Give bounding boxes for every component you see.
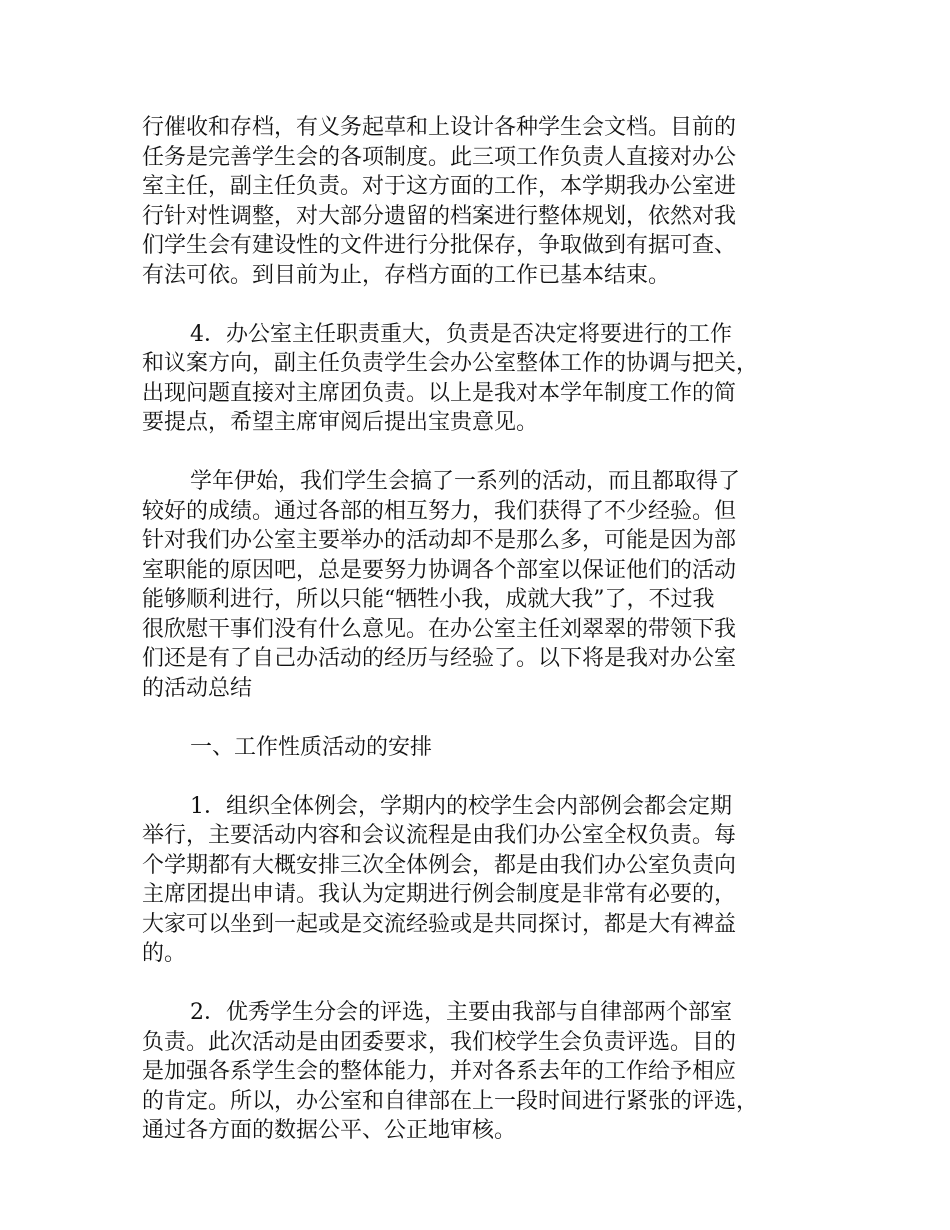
paragraph-item-2 — [142, 998, 832, 1146]
text-line: 是加强各系学生会的整体能力，并对各系去年的工作给予相应 — [142, 1059, 737, 1084]
text-line: 的。 — [142, 941, 187, 966]
document-body — [142, 113, 832, 1175]
text-line: 任务是完善学生会的各项制度。此三项工作负责人直接对办公 — [142, 144, 737, 170]
text-line: 针对我们办公室主要举办的活动却不是那么多，可能是因为部 — [142, 528, 737, 553]
text-line: 的活动总结 — [142, 675, 253, 701]
text-line: 通过各方面的数据公平、公正地审核。 — [142, 1118, 517, 1143]
text-line: 和议案方向，副主任负责学生会办公室整体工作的协调与把关， — [142, 351, 759, 376]
text-line: 较好的成绩。通过各部的相互努力，我们获得了不少经验。但 — [142, 498, 737, 524]
text-line: 要提点，希望主席审阅后提出宝贵意见。 — [142, 410, 539, 435]
text-line: 的肯定。所以，办公室和自律部在上一段时间进行紧张的评选， — [142, 1088, 759, 1114]
text-line: 2．优秀学生分会的评选，主要由我部与自律部两个部室 — [190, 1000, 732, 1025]
text-line: 学年伊始，我们学生会搞了一系列的活动，而且都取得了 — [190, 469, 741, 494]
text-line: 们还是有了自己办活动的经历与经验了。以下将是我对办公室 — [142, 646, 737, 671]
section-heading — [142, 733, 832, 763]
text-line: 1．组织全体例会，学期内的校学生会内部例会都会定期 — [190, 793, 732, 819]
text-line: 4．办公室主任职责重大，负责是否决定将要进行的工作 — [190, 321, 732, 347]
text-line: 行针对性调整，对大部分遗留的档案进行整体规划，依然对我 — [142, 203, 737, 229]
text-line: 负责。此次活动是由团委要求，我们校学生会负责评选。目的 — [142, 1029, 737, 1055]
text-line: 有法可依。到目前为止，存档方面的工作已基本结束。 — [142, 262, 671, 288]
text-line: 们学生会有建设性的文件进行分批保存，争取做到有据可查、 — [142, 233, 737, 258]
text-line: 大家可以坐到一起或是交流经验或是共同探讨，都是大有裨益 — [142, 911, 737, 937]
text-line: 室职能的原因吧，总是要努力协调各个部室以保证他们的活动 — [142, 557, 737, 583]
text-line: 行催收和存档，有义务起草和上设计各种学生会文档。目前的 — [142, 115, 737, 140]
paragraph-item-1 — [142, 792, 832, 969]
text-line: 能够顺利进行，所以只能“牺牲小我，成就大我”了，不过我 — [142, 587, 715, 612]
text-line: 室主任，副主任负责。对于这方面的工作，本学期我办公室进 — [142, 174, 737, 199]
paragraph-director-duties — [142, 320, 832, 438]
text-line: 举行，主要活动内容和会议流程是由我们办公室全权负责。每 — [142, 823, 737, 848]
paragraph-activities-intro — [142, 467, 832, 703]
heading-text: 一、工作性质活动的安排 — [190, 734, 433, 760]
text-line: 很欣慰干事们没有什么意见。在办公室主任刘翠翠的带领下我 — [142, 616, 737, 642]
text-line: 个学期都有大概安排三次全体例会，都是由我们办公室负责向 — [142, 852, 737, 878]
text-line: 主席团提出申请。我认为定期进行例会制度是非常有必要的， — [142, 882, 737, 907]
text-line: 出现问题直接对主席团负责。以上是我对本学年制度工作的简 — [142, 380, 737, 406]
paragraph-archiving — [142, 113, 832, 290]
